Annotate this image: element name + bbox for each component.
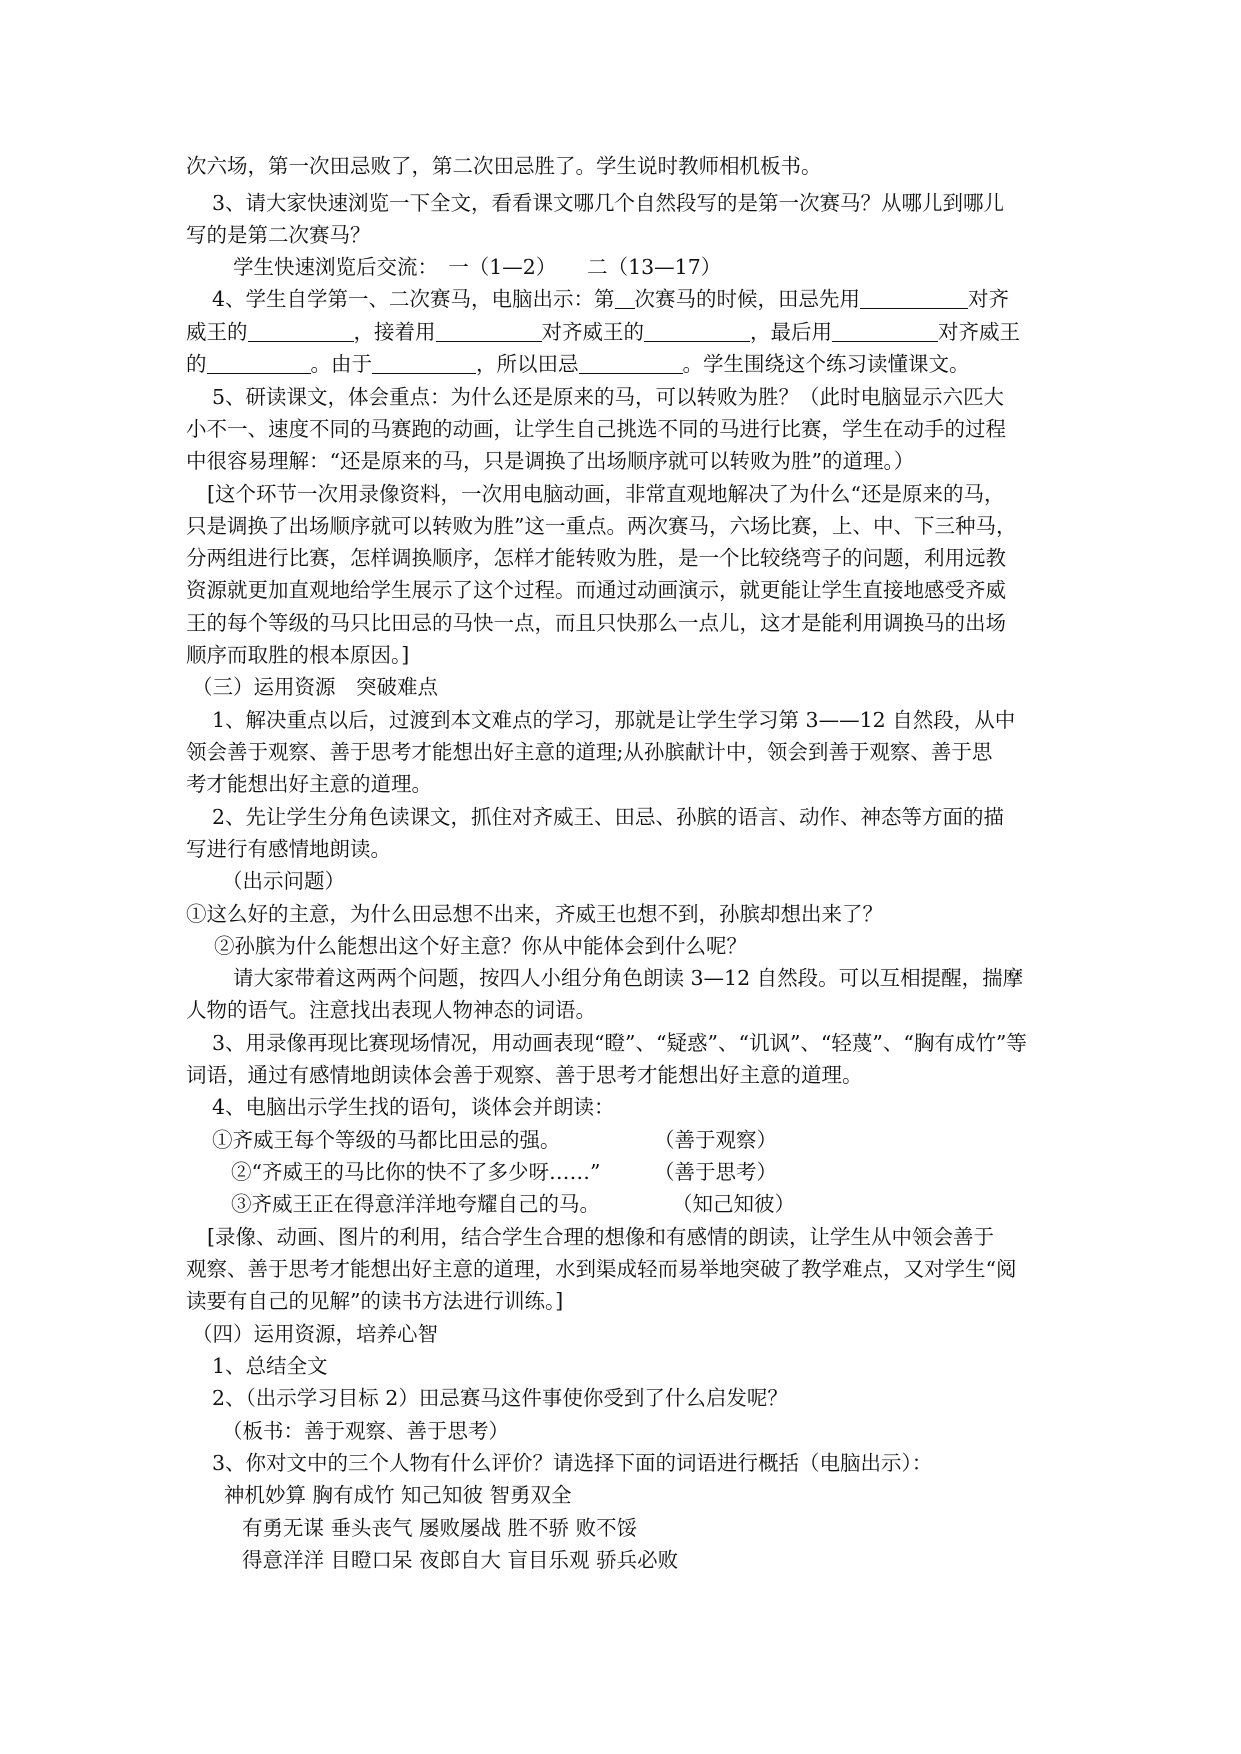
text-line: 3、请大家快速浏览一下全文，看看课文哪几个自然段写的是第一次赛马？从哪儿到哪儿 — [212, 191, 1005, 215]
text-line: 读要有自己的见解”的读书方法进行训练。] — [186, 1289, 564, 1313]
text-segment: 的 — [186, 352, 207, 376]
text-line: 1、解决重点以后，过渡到本文难点的学习，那就是让学生学习第 3——12 自然段，从中 — [212, 708, 1016, 732]
text-segment: ，接着用 — [353, 320, 436, 344]
text-segment: 。由于 — [310, 352, 372, 376]
text-line: 只是调换了出场顺序就可以转败为胜”这一重点。两次赛马，六场比赛，上、中、下三种马， — [186, 514, 1017, 538]
text-line: 小不一、速度不同的马赛跑的动画，让学生自己挑选不同的马进行比赛，学生在动手的过程 — [186, 417, 1006, 441]
text-line: 写的是第二次赛马？ — [186, 223, 371, 247]
answer-blank — [860, 286, 968, 309]
quote-note: （善于观察） — [654, 1128, 777, 1152]
text-line: 观察、善于思考才能想出好主意的道理，水到渠成轻而易举地突破了教学难点，又对学生“阅 — [186, 1257, 1017, 1281]
text-line: [这个环节一次用录像资料，一次用电脑动画，非常直观地解决了为什么“还是原来的马， — [207, 482, 1005, 506]
word-list: 有勇无谋 垂头丧气 屡败屡战 胜不骄 败不馁 — [242, 1516, 638, 1540]
text-segment: 对齐威王的 — [541, 320, 644, 344]
answer-blank — [248, 319, 354, 342]
text-line: 请大家带着这两两个问题，按四人小组分角色朗读 3—12 自然段。可以互相提醒，揣摩 — [233, 966, 1024, 990]
text-line: [录像、动画、图片的利用，结合学生合理的想像和有感情的朗读，让学生从中领会善于 — [207, 1225, 994, 1249]
answer-blank — [579, 351, 683, 374]
text-line: 考才能想出好主意的道理。 — [186, 772, 432, 796]
text-line: （板书：善于观察、善于思考） — [222, 1419, 509, 1443]
quote-note: （善于思考） — [654, 1160, 777, 1184]
text-line: 学生快速浏览后交流： 一（1—2） 二（13—17） — [233, 255, 722, 279]
text-line: 顺序而取胜的根本原因。] — [186, 643, 410, 667]
text-line: 1、总结全文 — [212, 1354, 328, 1378]
text-line: 领会善于观察、善于思考才能想出好主意的道理;从孙膑献计中，领会到善于观察、善于思 — [186, 740, 993, 764]
text-line: 写进行有感情地朗读。 — [186, 837, 391, 861]
text-segment: ，所以田忌 — [476, 352, 579, 376]
answer-blank — [436, 319, 542, 342]
fill-in-line — [186, 348, 970, 380]
word-list: 神机妙算 胸有成竹 知己知彼 智勇双全 — [224, 1483, 572, 1507]
quote-item: ③齐威王正在得意洋洋地夸耀自己的马。 — [231, 1192, 600, 1216]
answer-blank — [207, 351, 311, 374]
quote-item: ②“齐威王的马比你的快不了多少呀……” — [231, 1160, 601, 1184]
answer-blank — [832, 319, 938, 342]
question-item: ②孙膑为什么能想出这个好主意？你从中能体会到什么呢？ — [214, 934, 747, 958]
text-line: 5、研读课文，体会重点：为什么还是原来的马，可以转败为胜？（此时电脑显示六匹大 — [212, 385, 1005, 409]
text-line: 4、电脑出示学生找的语句，谈体会并朗读： — [212, 1095, 615, 1119]
text-line: 资源就更加直观地给学生展示了这个过程。而通过动画演示，就更能让学生直接地感受齐威 — [186, 578, 1006, 602]
text-line: （出示问题） — [222, 869, 345, 893]
text-line: 中很容易理解：“还是原来的马，只是调换了出场顺序就可以转败为胜”的道理。） — [186, 449, 915, 473]
text-line: 人物的语气。注意找出表现人物神态的词语。 — [186, 998, 596, 1022]
question-item: ①这么好的主意，为什么田忌想不出来，齐威王也想不到，孙膑却想出来了？ — [186, 902, 883, 926]
quote-item: ①齐威王每个等级的马都比田忌的强。 — [212, 1128, 561, 1152]
answer-blank — [644, 319, 750, 342]
fill-in-line — [186, 316, 1020, 348]
text-line: 2、（出示学习目标 2）田忌赛马这件事使你受到了什么启发呢？ — [212, 1386, 788, 1410]
text-line: 次六场，第一次田忌败了，第二次田忌胜了。学生说时教师相机板书。 — [186, 154, 822, 178]
answer-blank — [615, 286, 635, 309]
section-heading: （三）运用资源 突破难点 — [192, 675, 438, 699]
text-segment: 威王的 — [186, 320, 248, 344]
quote-note: （知己知彼） — [672, 1192, 795, 1216]
text-line: 分两组进行比赛，怎样调换顺序，怎样才能转败为胜，是一个比较绕弯子的问题，利用远教 — [186, 546, 1006, 570]
text-segment: ，最后用 — [750, 320, 832, 344]
answer-blank — [372, 351, 476, 374]
text-line: 3、用录像再现比赛现场情况，用动画表现“瞪”、“疑惑”、“讥讽”、“轻蔑”、“胸有成竹”等 — [212, 1031, 1027, 1055]
fill-in-line — [212, 283, 1009, 315]
text-segment: 。学生围绕这个练习读懂课文。 — [682, 352, 970, 376]
text-segment: 对齐 — [968, 287, 1010, 311]
text-line: 词语，通过有感情地朗读体会善于观察、善于思考才能想出好主意的道理。 — [186, 1063, 863, 1087]
word-list: 得意洋洋 目瞪口呆 夜郎自大 盲目乐观 骄兵必败 — [242, 1548, 679, 1572]
text-line: 3、你对文中的三个人物有什么评价？请选择下面的词语进行概括（电脑出示）： — [212, 1451, 933, 1475]
text-segment: 4、学生自学第一、二次赛马，电脑出示：第 — [212, 287, 615, 311]
section-heading: （四）运用资源，培养心智 — [192, 1322, 438, 1346]
text-segment: 次赛马的时候，田忌先用 — [634, 287, 861, 311]
text-line: 王的每个等级的马只比田忌的马快一点，而且只快那么一点儿，这才是能利用调换马的出场 — [186, 611, 1006, 635]
text-segment: 对齐威王 — [938, 320, 1020, 344]
text-line: 2、先让学生分角色读课文，抓住对齐威王、田忌、孙膑的语言、动作、神态等方面的描 — [212, 805, 1005, 829]
